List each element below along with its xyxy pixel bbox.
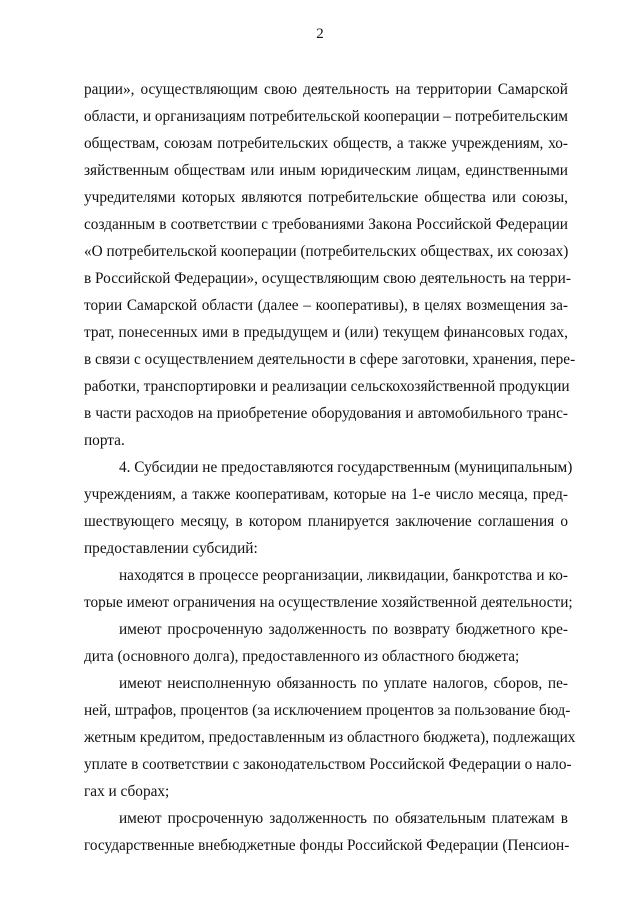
text-line: имеют просроченную задолженность по обязательным платежам в	[119, 810, 568, 827]
text-line: предоставлении субсидий:	[84, 540, 258, 557]
text-line: области, и организациям потребительской кооперации – потребительским	[84, 108, 568, 125]
text-line: зяйственным обществам или иным юридическим лицам, единственными	[84, 162, 568, 179]
text-line: «О потребительской кооперации (потребительских обществах, их союзах)	[84, 243, 569, 260]
text-line: шествующего месяцу, в котором планируется заключение соглашения о	[84, 513, 568, 530]
text-line: учреждениям, а также кооперативам, которые на 1-е число месяца, пред-	[84, 486, 568, 503]
text-line: трат, понесенных ими в предыдущем и (или) текущем финансовых годах,	[84, 324, 568, 341]
text-line: ней, штрафов, процентов (за исключением процентов за пользование бюд-	[84, 702, 571, 719]
text-line: 4. Субсидии не предоставляются государственным (муниципальным)	[119, 459, 573, 476]
text-line: работки, транспортировки и реализации сельскохозяйственной продукции	[84, 378, 570, 395]
text-line: гах и сборах;	[84, 783, 170, 800]
text-line: находятся в процессе реорганизации, ликвидации, банкротства и ко-	[119, 567, 568, 584]
text-line: в части расходов на приобретение оборудования и автомобильного транс-	[84, 405, 568, 422]
text-line: в Российской Федерации», осуществляющим свою деятельность на терри-	[84, 270, 571, 287]
text-line: созданным в соответствии с требованиями Закона Российской Федерации	[84, 216, 568, 233]
text-line: имеют неисполненную обязанность по уплате налогов, сборов, пе-	[119, 675, 568, 692]
text-line: обществам, союзам потребительских обществ, а также учреждениям, хо-	[84, 135, 568, 152]
text-line: уплате в соответствии с законодательством Российской Федерации о нало-	[84, 756, 572, 773]
text-line: тории Самарской области (далее – кооперативы), в целях возмещения за-	[84, 297, 568, 314]
text-line: дита (основного долга), предоставленного из областного бюджета;	[84, 648, 520, 665]
text-line: порта.	[84, 432, 125, 449]
text-line: жетным кредитом, предоставленным из областного бюджета), подлежащих	[84, 729, 576, 746]
page-number: 2	[316, 26, 324, 42]
text-line: имеют просроченную задолженность по возврату бюджетного кре-	[119, 621, 568, 638]
text-line: торые имеют ограничения на осуществление хозяйственной деятельности;	[84, 594, 573, 611]
text-line: учредителями которых являются потребительские общества или союзы,	[84, 189, 568, 206]
text-line: государственные внебюджетные фонды Российской Федерации (Пенсион-	[84, 837, 570, 854]
text-line: в связи с осуществлением деятельности в сфере заготовки, хранения, пере-	[84, 351, 576, 368]
text-line: рации», осуществляющим свою деятельность на территории Самарской	[84, 81, 568, 98]
